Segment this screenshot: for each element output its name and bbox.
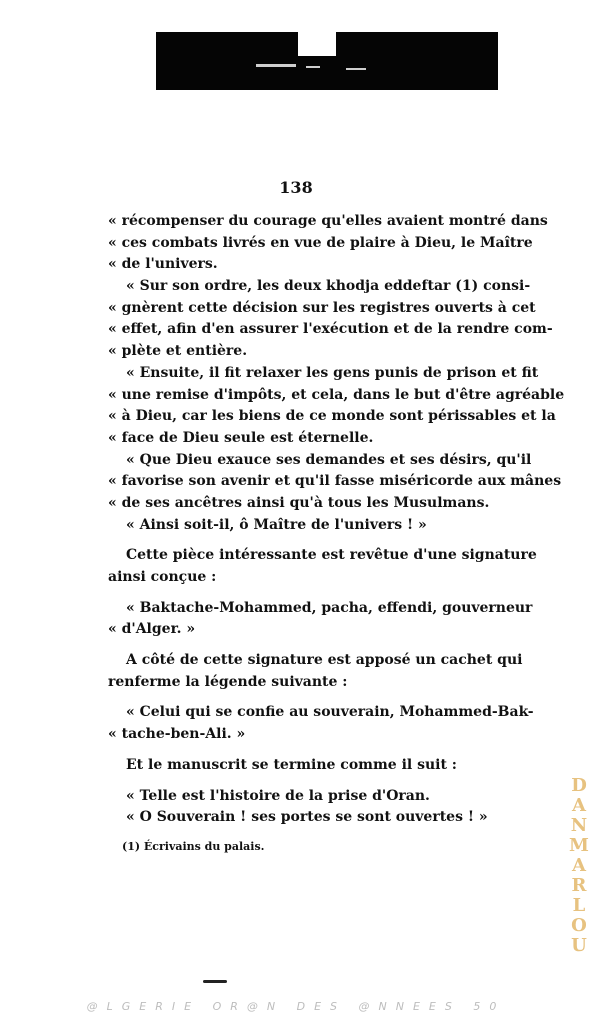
body-line: ainsi conçue : [108,569,217,585]
vertical-watermark-letter: D [571,775,587,796]
body-line: « Sur son ordre, les deux khodja eddeftar (1) consi- [126,278,531,295]
body-line: « tache-ben-Ali. » [108,726,246,743]
page-number: 138 [279,178,313,197]
vertical-watermark-letter: O [571,915,587,936]
body-line: « récompenser du courage qu'elles avaient montré dans [108,213,548,229]
top-bar-streak [306,66,320,68]
body-line: « Baktache-Mohammed, pacha, effendi, gouverneur [126,599,533,616]
body-line: Cette pièce intéressante est revêtue d'une signature [126,547,537,564]
body-line: « O Souverain ! ses portes se sont ouvertes ! » [126,809,488,826]
top-bar-streak [256,64,296,67]
bottom-rule [203,980,227,983]
body-line: Et le manuscrit se termine comme il suit : [126,756,457,773]
body-line: « d'Alger. » [108,621,196,638]
body-line: « gnèrent cette décision sur les registres ouverts à cet [108,299,536,316]
vertical-watermark-letter: M [569,835,589,856]
body-line: « Que Dieu exauce ses demandes et ses désirs, qu'il [126,451,532,468]
body-line: « Celui qui se confie au souverain, Mohammed-Bak- [126,704,534,721]
vertical-watermark-letter: U [571,935,587,956]
page-body [108,211,565,855]
body-line: « face de Dieu seule est éternelle. [108,429,374,446]
body-line: « de ses ancêtres ainsi qu'à tous les Musulmans. [108,494,490,511]
top-bar-notch [298,32,336,56]
body-line: renferme la légende suivante : [108,673,348,690]
body-line: « de l'univers. [108,256,218,273]
vertical-watermark [568,776,590,956]
vertical-watermark-letter: A [572,855,586,876]
body-line: « à Dieu, car les biens de ce monde sont périssables et la [108,408,556,425]
body-line: « plète et entière. [108,343,248,360]
vertical-watermark-letter: A [572,795,586,816]
body-line: « ces combats livrés en vue de plaire à Dieu, le Maître [108,234,533,251]
body-line: « Ainsi soit-il, ô Maître de l'univers ! » [126,516,427,533]
body-line: « Telle est l'histoire de la prise d'Oran. [126,787,430,804]
vertical-watermark-letter: N [570,815,588,836]
body-line: « Ensuite, il fit relaxer les gens punis de prison et fit [126,364,539,381]
footnote: (1) Écrivains du palais. [122,839,265,853]
bottom-watermark: @LGERIE OR@N DES @NNEES 50 [86,1000,506,1013]
body-line: « une remise d'impôts, et cela, dans le but d'être agréable [108,386,565,403]
top-bar-streak [346,68,366,70]
vertical-watermark-letter: R [571,875,587,896]
body-line: « favorise son avenir et qu'il fasse miséricorde aux mânes [108,473,562,490]
body-line: A côté de cette signature est apposé un cachet qui [126,652,523,669]
body-line: « effet, afin d'en assurer l'exécution et de la rendre com- [108,321,553,338]
top-black-bar [156,32,498,90]
vertical-watermark-letter: L [572,895,586,916]
